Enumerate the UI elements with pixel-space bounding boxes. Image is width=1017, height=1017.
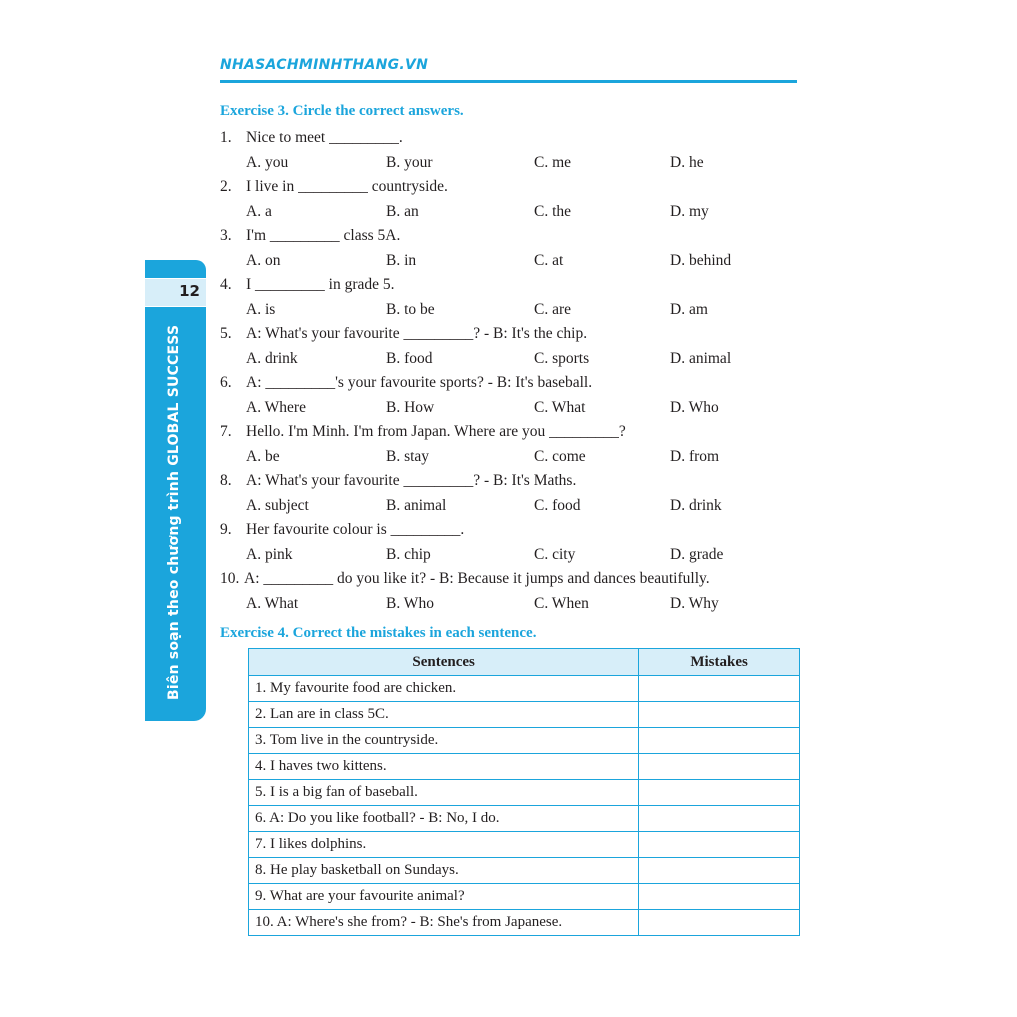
table-row [249, 676, 800, 702]
option[interactable]: B. food [386, 349, 433, 367]
answer-options [220, 445, 780, 470]
answer-options [220, 151, 780, 176]
sentence-cell: 8. He play basketball on Sundays. [249, 858, 639, 884]
sentence-cell: 4. I haves two kittens. [249, 754, 639, 780]
question-block [220, 224, 780, 273]
column-header-sentences: Sentences [249, 649, 639, 676]
question: 4. I _________ in grade 5. [220, 276, 395, 293]
mistake-cell[interactable] [639, 832, 800, 858]
answer-options [220, 592, 780, 617]
site-header-url: NHASACHMINHTHANG.VN [220, 57, 429, 73]
question: 3. I'm _________ class 5A. [220, 227, 401, 244]
option[interactable]: D. grade [670, 545, 724, 563]
option[interactable]: C. city [534, 545, 576, 563]
page-number: 12 [179, 282, 200, 300]
option[interactable]: B. an [386, 202, 419, 220]
table-row [249, 754, 800, 780]
question: 5. A: What's your favourite _________? - B: It's the chip. [220, 325, 588, 342]
answer-options [220, 347, 780, 372]
option[interactable]: B. in [386, 251, 417, 269]
mistake-cell[interactable] [639, 910, 800, 936]
option[interactable]: C. me [534, 153, 572, 171]
exercise-3-questions [220, 126, 780, 616]
answer-options [220, 200, 780, 225]
option[interactable]: B. Who [386, 594, 434, 612]
option[interactable]: C. come [534, 447, 586, 465]
option[interactable]: C. What [534, 398, 586, 416]
option[interactable]: A. is [246, 300, 276, 318]
option[interactable]: D. he [670, 153, 704, 171]
table-row [249, 884, 800, 910]
table-row [249, 858, 800, 884]
sentence-cell: 1. My favourite food are chicken. [249, 676, 639, 702]
table-row [249, 832, 800, 858]
option[interactable]: D. animal [670, 349, 732, 367]
option[interactable]: B. stay [386, 447, 430, 465]
mistake-cell[interactable] [639, 728, 800, 754]
question: 1. Nice to meet _________. [220, 129, 403, 146]
answer-options [220, 396, 780, 421]
option[interactable]: C. sports [534, 349, 590, 367]
sentence-cell: 5. I is a big fan of baseball. [249, 780, 639, 806]
exercise-4-title: Exercise 4. Correct the mistakes in each sentence. [220, 625, 537, 641]
option[interactable]: A. What [246, 594, 299, 612]
option[interactable]: B. animal [386, 496, 447, 514]
option[interactable]: D. from [670, 447, 720, 465]
mistake-cell[interactable] [639, 676, 800, 702]
page-number-box [145, 278, 206, 307]
option[interactable]: C. food [534, 496, 581, 514]
mistake-cell[interactable] [639, 858, 800, 884]
question: 2. I live in _________ countryside. [220, 178, 448, 195]
option[interactable]: C. at [534, 251, 564, 269]
option[interactable]: B. How [386, 398, 435, 416]
table-row [249, 806, 800, 832]
sentence-cell: 3. Tom live in the countryside. [249, 728, 639, 754]
sentence-cell: 9. What are your favourite animal? [249, 884, 639, 910]
answer-options [220, 543, 780, 568]
side-tab-text: Biên soạn theo chương trình GLOBAL SUCCESS [166, 324, 182, 700]
option[interactable]: D. am [670, 300, 708, 318]
option[interactable]: A. subject [246, 496, 309, 514]
table-row [249, 910, 800, 936]
mistake-cell[interactable] [639, 702, 800, 728]
question-block [220, 469, 780, 518]
option[interactable]: C. the [534, 202, 572, 220]
option[interactable]: A. on [246, 251, 281, 269]
option[interactable]: A. Where [246, 398, 306, 416]
table-header-row [249, 649, 800, 676]
option[interactable]: C. When [534, 594, 589, 612]
option[interactable]: D. drink [670, 496, 722, 514]
question: 10. A: _________ do you like it? - B: Because it jumps and dances beautifully. [220, 570, 710, 587]
option[interactable]: D. my [670, 202, 709, 220]
mistake-cell[interactable] [639, 884, 800, 910]
question-block [220, 322, 780, 371]
question: 6. A: _________'s your favourite sports? - B: It's baseball. [220, 374, 593, 391]
table-row [249, 728, 800, 754]
question-block [220, 371, 780, 420]
option[interactable]: A. be [246, 447, 280, 465]
option[interactable]: D. Why [670, 594, 719, 612]
mistake-cell[interactable] [639, 754, 800, 780]
table-row [249, 702, 800, 728]
option[interactable]: A. you [246, 153, 289, 171]
question: 8. A: What's your favourite _________? - B: It's Maths. [220, 472, 577, 489]
question-block [220, 420, 780, 469]
column-header-mistakes: Mistakes [639, 649, 800, 676]
question-block [220, 518, 780, 567]
question: 9. Her favourite colour is _________. [220, 521, 465, 538]
table-row [249, 780, 800, 806]
mistake-cell[interactable] [639, 780, 800, 806]
mistake-cell[interactable] [639, 806, 800, 832]
option[interactable]: A. drink [246, 349, 298, 367]
question: 7. Hello. I'm Minh. I'm from Japan. Where are you _________? [220, 423, 626, 440]
header-rule [220, 80, 797, 83]
sentence-cell: 6. A: Do you like football? - B: No, I do. [249, 806, 639, 832]
mistakes-table [248, 648, 800, 936]
question-block [220, 175, 780, 224]
option[interactable]: A. pink [246, 545, 293, 563]
option[interactable]: D. behind [670, 251, 732, 269]
answer-options [220, 249, 780, 274]
option[interactable]: C. are [534, 300, 572, 318]
exercise-3-title: Exercise 3. Circle the correct answers. [220, 103, 464, 119]
sentence-cell: 2. Lan are in class 5C. [249, 702, 639, 728]
sentence-cell: 7. I likes dolphins. [249, 832, 639, 858]
sentence-cell: 10. A: Where's she from? - B: She's from Japanese. [249, 910, 639, 936]
option[interactable]: A. a [246, 202, 272, 220]
option[interactable]: B. chip [386, 545, 431, 563]
option[interactable]: B. your [386, 153, 433, 171]
answer-options [220, 494, 780, 519]
question-block [220, 273, 780, 322]
option[interactable]: D. Who [670, 398, 719, 416]
answer-options [220, 298, 780, 323]
question-block [220, 567, 780, 616]
option[interactable]: B. to be [386, 300, 435, 318]
question-block [220, 126, 780, 175]
